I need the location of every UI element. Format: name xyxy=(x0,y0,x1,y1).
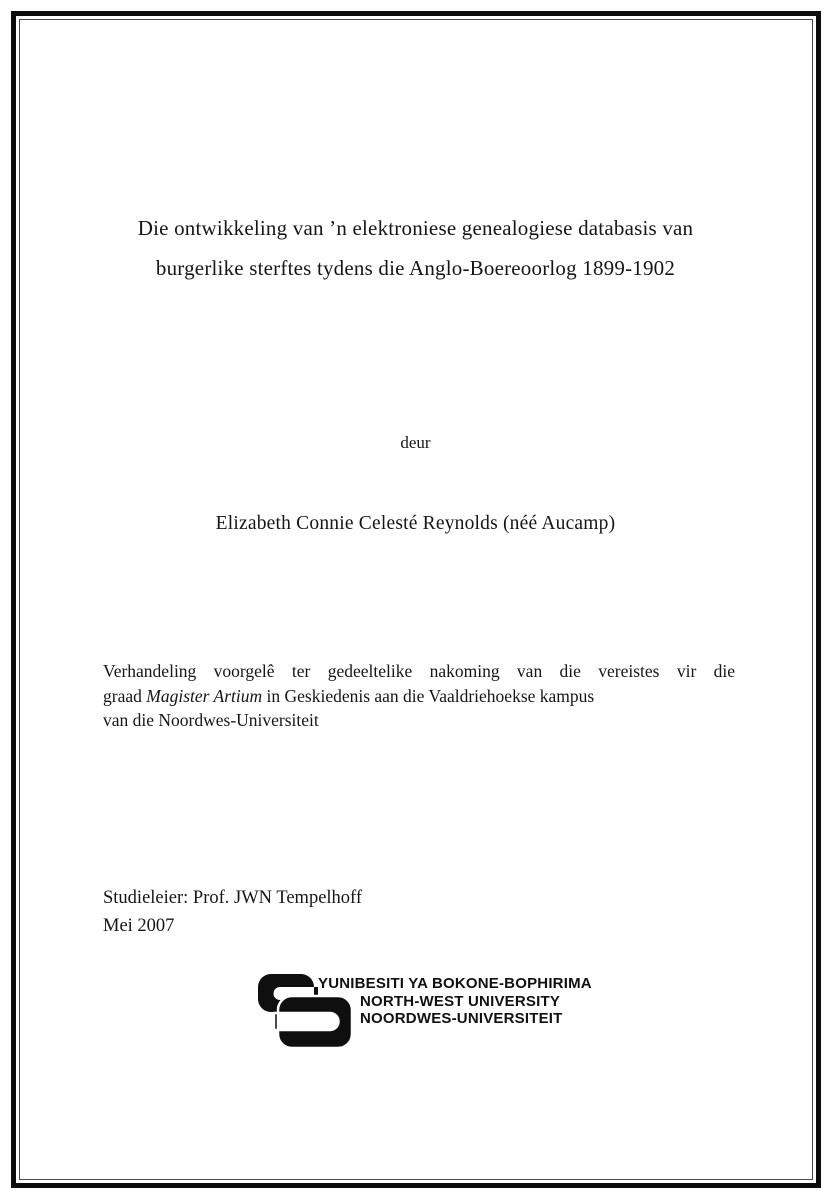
degree-statement xyxy=(103,659,735,733)
degree-statement-line1: Verhandeling voorgelê ter gedeeltelike nakoming van die vereistes vir die xyxy=(103,661,735,681)
thesis-title-line1: Die ontwikkeling van ’n elektroniese genealogiese databasis van xyxy=(137,216,694,240)
author-name: Elizabeth Connie Celesté Reynolds (néé Aucamp) xyxy=(215,513,616,534)
logo-line-afrikaans: NOORDWES-UNIVERSITEIT xyxy=(360,1010,563,1027)
university-logo-wordmark xyxy=(318,975,592,1028)
degree-statement-line3: van die Noordwes-Universiteit xyxy=(103,710,319,730)
logo-line-setswana: YUNIBESITI YA BOKONE-BOPHIRIMA xyxy=(318,975,592,992)
logo-line-english: NORTH-WEST UNIVERSITY xyxy=(360,992,561,1010)
degree-statement-line2 xyxy=(103,684,735,709)
degree-name-italic: Magister Artium xyxy=(146,685,263,706)
thesis-title-line2: burgerlike sterftes tydens die Anglo-Boereoorlog 1899-1902 xyxy=(155,256,676,280)
byline-label: deur xyxy=(400,433,431,452)
imprint-block xyxy=(103,885,362,940)
supervisor-line: Studieleier: Prof. JWN Tempelhoff xyxy=(103,888,363,908)
date-line: Mei 2007 xyxy=(103,915,175,936)
thesis-title xyxy=(55,208,776,288)
university-logo xyxy=(258,974,592,1050)
degree-statement-line2-prefix: graad xyxy=(103,685,147,706)
degree-statement-line2-suffix: in Geskiedenis aan die Vaaldriehoekse kampus xyxy=(262,685,595,706)
